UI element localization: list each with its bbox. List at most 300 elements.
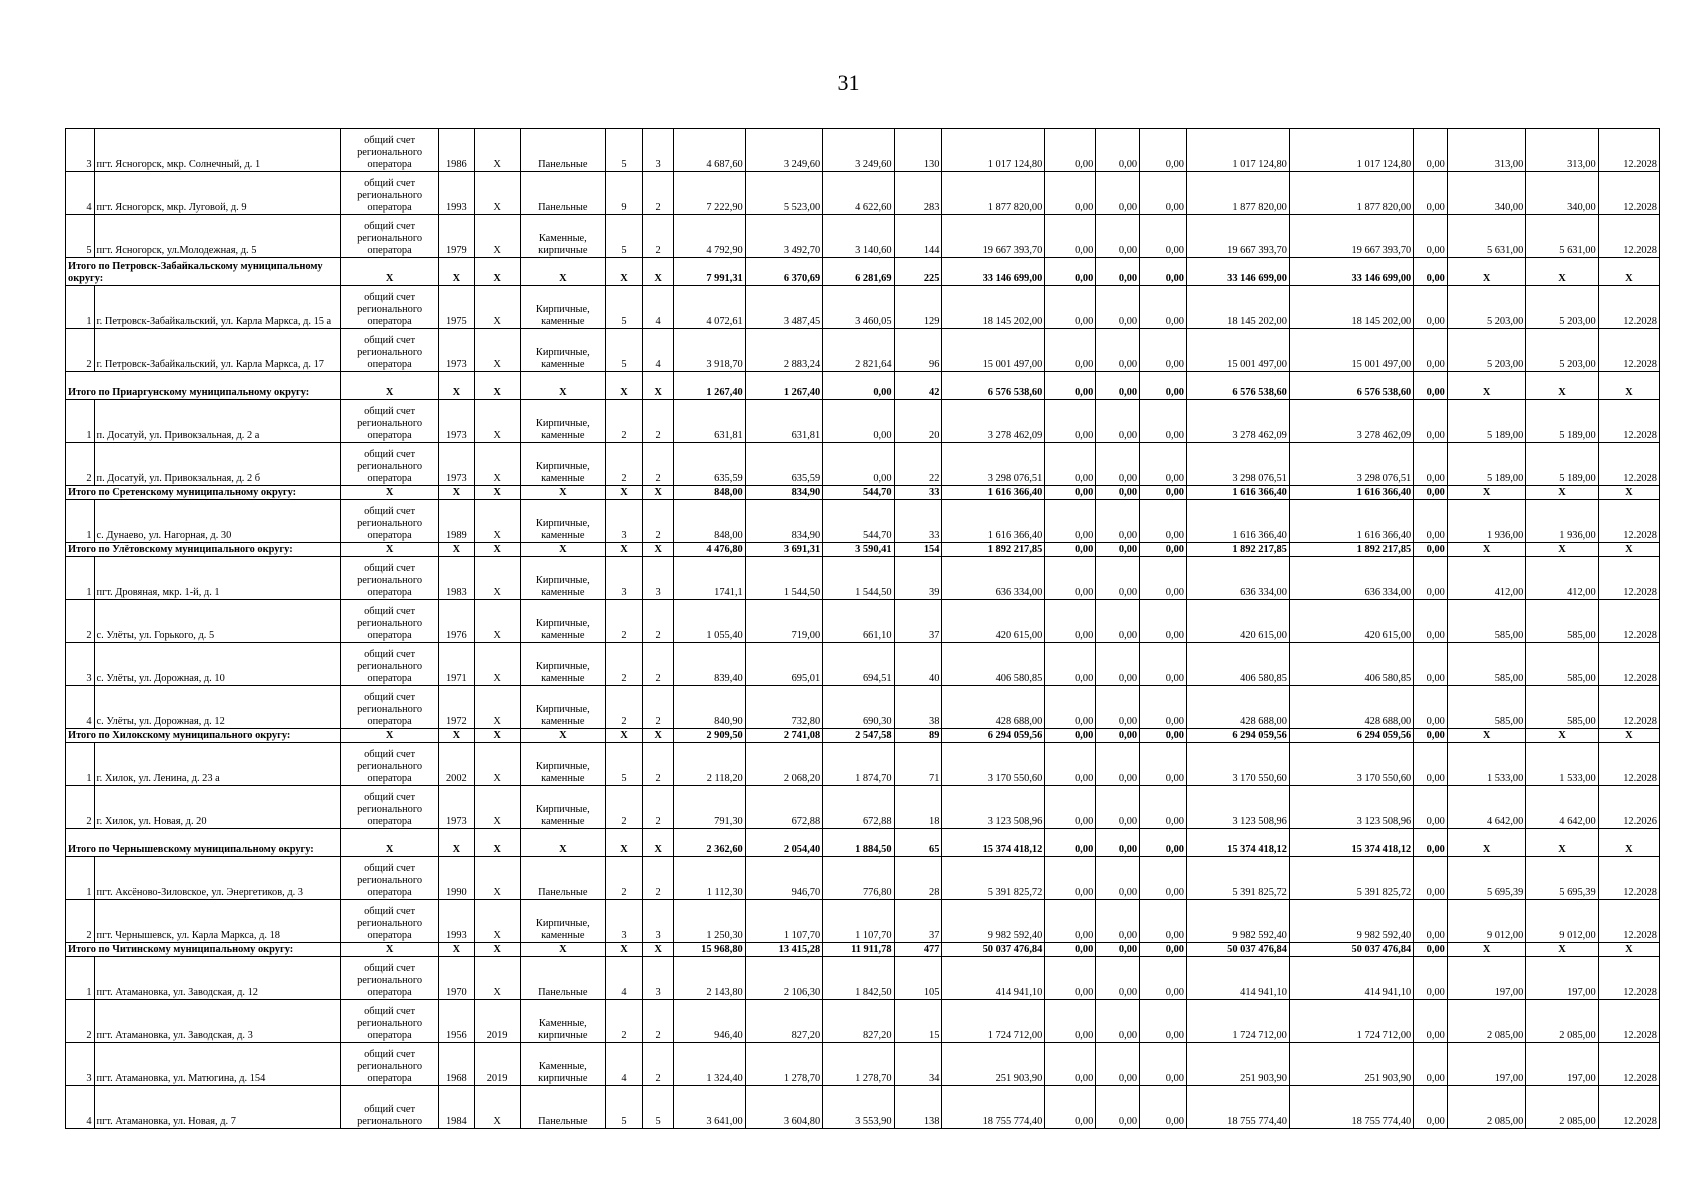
table-cell: 0,00 — [1045, 686, 1096, 729]
table-cell: г. Петровск-Забайкальский, ул. Карла Маркса, д. 17 — [94, 329, 341, 372]
table-cell: 9 982 592,40 — [1186, 900, 1289, 943]
table-cell: X — [341, 486, 439, 500]
table-cell: 636 334,00 — [1186, 557, 1289, 600]
subtotal-row — [66, 258, 1660, 286]
table-cell: 37 — [894, 600, 942, 643]
table-cell: 0,00 — [823, 372, 894, 400]
subtotal-row — [66, 372, 1660, 400]
table-cell: 0,00 — [1414, 400, 1448, 443]
table-cell: X — [1598, 258, 1659, 286]
table-cell: Каменные, кирпичные — [520, 1000, 606, 1043]
table-cell: 2 — [66, 600, 95, 643]
table-cell: 1 278,70 — [745, 1043, 822, 1086]
table-cell: 406 580,85 — [942, 643, 1045, 686]
table-cell: X — [520, 829, 606, 857]
table-cell: 690,30 — [823, 686, 894, 729]
table-cell: 1 724 712,00 — [1186, 1000, 1289, 1043]
table-cell: 1 055,40 — [674, 600, 745, 643]
table-cell: 5 189,00 — [1447, 400, 1525, 443]
table-cell: 544,70 — [823, 486, 894, 500]
table-cell: Панельные — [520, 129, 606, 172]
table-cell: 0,00 — [1140, 1043, 1187, 1086]
table-cell: 3 — [66, 1043, 95, 1086]
table-cell: 414 941,10 — [942, 957, 1045, 1000]
table-cell: 1 324,40 — [674, 1043, 745, 1086]
table-cell: Кирпичные, каменные — [520, 743, 606, 786]
table-cell: пгт. Аксёново-Зиловское, ул. Энергетиков, д. 3 — [94, 857, 341, 900]
table-cell: 1 107,70 — [823, 900, 894, 943]
table-cell: 0,00 — [1096, 1043, 1140, 1086]
table-cell: 1 017 124,80 — [1186, 129, 1289, 172]
table-cell: 1976 — [439, 600, 475, 643]
table-cell: 1983 — [439, 557, 475, 600]
table-cell: 15 374 418,12 — [1186, 829, 1289, 857]
table-cell: 732,80 — [745, 686, 822, 729]
table-cell: 1 — [66, 857, 95, 900]
table-cell: 5 — [66, 215, 95, 258]
table-cell: 406 580,85 — [1289, 643, 1413, 686]
subtotal-row — [66, 543, 1660, 557]
table-cell: 2 — [606, 686, 643, 729]
table-cell: 4 — [66, 1086, 95, 1129]
table-cell: 15 — [894, 1000, 942, 1043]
table-cell: 3 590,41 — [823, 543, 894, 557]
table-cell: Кирпичные, каменные — [520, 443, 606, 486]
table-cell: X — [1526, 543, 1598, 557]
table-cell: 197,00 — [1447, 957, 1525, 1000]
table-cell: 946,70 — [745, 857, 822, 900]
table-cell: X — [341, 829, 439, 857]
table-cell: 0,00 — [1414, 900, 1448, 943]
table-cell: 1968 — [439, 1043, 475, 1086]
table-cell: 71 — [894, 743, 942, 786]
table-cell: 15 001 497,00 — [1186, 329, 1289, 372]
table-cell: 0,00 — [1096, 286, 1140, 329]
table-cell: 3 641,00 — [674, 1086, 745, 1129]
table-cell: 0,00 — [1140, 215, 1187, 258]
table-cell: 1 616 366,40 — [1186, 500, 1289, 543]
table-cell: 0,00 — [1140, 486, 1187, 500]
subtotal-label: Итого по Сретенскому муниципальному округу: — [66, 486, 341, 500]
table-cell: 2 — [606, 643, 643, 686]
table-cell: X — [1526, 258, 1598, 286]
table-cell: 2019 — [474, 1000, 520, 1043]
table-cell: 50 037 476,84 — [1186, 943, 1289, 957]
table-cell: 1971 — [439, 643, 475, 686]
table-cell: X — [1526, 372, 1598, 400]
table-cell: X — [341, 372, 439, 400]
table-cell: 2 — [642, 443, 674, 486]
table-cell: 0,00 — [1140, 600, 1187, 643]
table-cell: 477 — [894, 943, 942, 957]
table-cell: 2 — [642, 786, 674, 829]
table-cell: 4 — [66, 686, 95, 729]
table-cell: 2 — [642, 600, 674, 643]
table-cell: 33 — [894, 486, 942, 500]
table-cell: 3 123 508,96 — [1186, 786, 1289, 829]
table-cell: X — [439, 943, 475, 957]
table-cell: 3 691,31 — [745, 543, 822, 557]
table-cell: 2 — [642, 686, 674, 729]
table-cell: 0,00 — [1096, 643, 1140, 686]
table-row — [66, 215, 1660, 258]
table-cell: X — [520, 729, 606, 743]
table-cell: Панельные — [520, 1086, 606, 1129]
table-cell: 2 — [642, 1000, 674, 1043]
table-cell: 1 017 124,80 — [1289, 129, 1413, 172]
table-cell: 251 903,90 — [942, 1043, 1045, 1086]
table-cell: X — [520, 372, 606, 400]
table-cell: X — [1447, 258, 1525, 286]
table-cell: Кирпичные, каменные — [520, 400, 606, 443]
table-cell: 22 — [894, 443, 942, 486]
table-cell: Кирпичные, каменные — [520, 557, 606, 600]
table-cell: 3 — [66, 643, 95, 686]
table-cell: 18 145 202,00 — [942, 286, 1045, 329]
table-cell: 0,00 — [1096, 400, 1140, 443]
table-cell: 0,00 — [1414, 1043, 1448, 1086]
table-cell: 0,00 — [1096, 729, 1140, 743]
table-cell: 3 278 462,09 — [942, 400, 1045, 443]
table-cell: 2 118,20 — [674, 743, 745, 786]
table-cell: 33 146 699,00 — [942, 258, 1045, 286]
table-cell: X — [341, 258, 439, 286]
table-cell: 0,00 — [1045, 129, 1096, 172]
table-cell: 5 189,00 — [1526, 400, 1598, 443]
table-cell: 414 941,10 — [1289, 957, 1413, 1000]
table-cell: 0,00 — [1045, 286, 1096, 329]
table-cell: 96 — [894, 329, 942, 372]
table-cell: 0,00 — [1096, 172, 1140, 215]
table-cell: 5 — [606, 743, 643, 786]
table-cell: X — [1598, 729, 1659, 743]
table-cell: 3 492,70 — [745, 215, 822, 258]
table-cell: 2 741,08 — [745, 729, 822, 743]
table-cell: 105 — [894, 957, 942, 1000]
table-cell: X — [474, 857, 520, 900]
table-cell: 1 544,50 — [823, 557, 894, 600]
table-cell: 3 553,90 — [823, 1086, 894, 1129]
table-cell: X — [520, 943, 606, 957]
table-cell: 1 874,70 — [823, 743, 894, 786]
table-cell: 0,00 — [1045, 372, 1096, 400]
table-cell: X — [474, 743, 520, 786]
table-cell: 1986 — [439, 129, 475, 172]
table-cell: 834,90 — [745, 500, 822, 543]
table-cell: 5 203,00 — [1526, 286, 1598, 329]
table-cell: 1979 — [439, 215, 475, 258]
table-cell: 1973 — [439, 443, 475, 486]
table-row — [66, 1000, 1660, 1043]
table-cell: 1 616 366,40 — [942, 486, 1045, 500]
table-row — [66, 400, 1660, 443]
table-cell: 776,80 — [823, 857, 894, 900]
table-cell: 0,00 — [1096, 957, 1140, 1000]
table-cell: с. Дунаево, ул. Нагорная, д. 30 — [94, 500, 341, 543]
table-cell: X — [1526, 829, 1598, 857]
table-row — [66, 1086, 1660, 1129]
table-cell: 0,00 — [1096, 600, 1140, 643]
table-cell: X — [1598, 829, 1659, 857]
table-cell: X — [1598, 943, 1659, 957]
table-cell: 9 982 592,40 — [942, 900, 1045, 943]
table-cell: 9 — [606, 172, 643, 215]
table-cell: 2 — [606, 443, 643, 486]
subtotal-label: Итого по Улётовскому муниципального округу: — [66, 543, 341, 557]
table-cell: 2 547,58 — [823, 729, 894, 743]
table-cell: общий счет регионального оператора — [341, 957, 439, 1000]
table-cell: 0,00 — [1140, 1086, 1187, 1129]
table-cell: 2 — [606, 400, 643, 443]
table-cell: 2 085,00 — [1447, 1086, 1525, 1129]
table-cell: 2019 — [474, 1043, 520, 1086]
table-cell: 0,00 — [1096, 329, 1140, 372]
register-table-body — [66, 129, 1660, 1129]
table-cell: 1 267,40 — [745, 372, 822, 400]
table-cell: 0,00 — [1414, 372, 1448, 400]
table-cell: 39 — [894, 557, 942, 600]
table-cell: 12.2028 — [1598, 643, 1659, 686]
table-cell: 5 695,39 — [1526, 857, 1598, 900]
table-cell: 197,00 — [1526, 1043, 1598, 1086]
table-cell: 3 170 550,60 — [1289, 743, 1413, 786]
table-cell: 12.2028 — [1598, 957, 1659, 1000]
table-cell: 4 — [606, 1043, 643, 1086]
table-cell: с. Улёты, ул. Горького, д. 5 — [94, 600, 341, 643]
table-cell: X — [439, 486, 475, 500]
table-cell: 6 294 059,56 — [1289, 729, 1413, 743]
table-cell: 1 267,40 — [674, 372, 745, 400]
table-row — [66, 686, 1660, 729]
table-cell: 4 072,61 — [674, 286, 745, 329]
table-cell: 0,00 — [1414, 729, 1448, 743]
table-cell: 4 642,00 — [1447, 786, 1525, 829]
table-cell: 3 — [606, 500, 643, 543]
table-cell: общий счет регионального оператора — [341, 1000, 439, 1043]
table-cell: общий счет регионального оператора — [341, 443, 439, 486]
table-cell: X — [642, 372, 674, 400]
table-cell: с. Улёты, ул. Дорожная, д. 10 — [94, 643, 341, 686]
table-cell: 420 615,00 — [942, 600, 1045, 643]
table-cell: 18 145 202,00 — [1289, 286, 1413, 329]
table-cell: 585,00 — [1526, 686, 1598, 729]
table-row — [66, 500, 1660, 543]
table-cell: 2 — [642, 400, 674, 443]
table-cell: 1 892 217,85 — [1186, 543, 1289, 557]
table-row — [66, 329, 1660, 372]
table-cell: 1 250,30 — [674, 900, 745, 943]
table-cell: 5 — [606, 215, 643, 258]
table-cell: X — [606, 372, 643, 400]
table-cell: X — [642, 543, 674, 557]
table-cell: общий счет регионального — [341, 1086, 439, 1129]
table-cell: 0,00 — [1045, 1043, 1096, 1086]
table-cell: 0,00 — [1096, 543, 1140, 557]
table-cell: 1973 — [439, 400, 475, 443]
table-cell: 2 054,40 — [745, 829, 822, 857]
table-cell: 197,00 — [1447, 1043, 1525, 1086]
table-cell: 631,81 — [745, 400, 822, 443]
table-cell: Панельные — [520, 172, 606, 215]
table-cell: 0,00 — [1140, 857, 1187, 900]
table-cell: 0,00 — [1414, 329, 1448, 372]
table-cell: общий счет регионального оператора — [341, 686, 439, 729]
table-cell: X — [474, 443, 520, 486]
table-cell: 0,00 — [1045, 1000, 1096, 1043]
table-cell: 251 903,90 — [1186, 1043, 1289, 1086]
table-cell: 18 755 774,40 — [1289, 1086, 1413, 1129]
table-cell: X — [439, 729, 475, 743]
table-cell: 1 616 366,40 — [942, 500, 1045, 543]
table-cell: 3 140,60 — [823, 215, 894, 258]
table-cell: 839,40 — [674, 643, 745, 686]
table-cell: X — [1447, 829, 1525, 857]
table-cell: 2 821,64 — [823, 329, 894, 372]
table-cell: Панельные — [520, 957, 606, 1000]
table-cell: 6 576 538,60 — [942, 372, 1045, 400]
table-cell: X — [474, 957, 520, 1000]
table-cell: X — [474, 686, 520, 729]
table-cell: 129 — [894, 286, 942, 329]
table-cell: 12.2026 — [1598, 786, 1659, 829]
table-cell: 0,00 — [1140, 443, 1187, 486]
table-cell: 15 968,80 — [674, 943, 745, 957]
table-cell: 9 012,00 — [1447, 900, 1525, 943]
table-cell: 420 615,00 — [1186, 600, 1289, 643]
table-cell: 1 — [66, 557, 95, 600]
table-cell: п. Досатуй, ул. Привокзальная, д. 2 б — [94, 443, 341, 486]
table-cell: 0,00 — [1414, 215, 1448, 258]
table-cell: 0,00 — [1096, 215, 1140, 258]
table-cell: общий счет регионального оператора — [341, 215, 439, 258]
table-cell: 848,00 — [674, 500, 745, 543]
table-cell: 3 298 076,51 — [942, 443, 1045, 486]
table-cell: 1 877 820,00 — [942, 172, 1045, 215]
table-cell: 0,00 — [1414, 500, 1448, 543]
table-cell: X — [474, 400, 520, 443]
table-cell: 3 460,05 — [823, 286, 894, 329]
table-cell: 5 189,00 — [1447, 443, 1525, 486]
table-cell: 38 — [894, 686, 942, 729]
table-cell: 3 123 508,96 — [1289, 786, 1413, 829]
table-cell: 412,00 — [1447, 557, 1525, 600]
table-cell: 2 — [606, 857, 643, 900]
table-cell: 3 487,45 — [745, 286, 822, 329]
table-cell: 5 203,00 — [1526, 329, 1598, 372]
table-cell: 12.2028 — [1598, 686, 1659, 729]
table-cell: 18 — [894, 786, 942, 829]
table-cell: 1 616 366,40 — [1186, 486, 1289, 500]
table-cell: X — [474, 943, 520, 957]
subtotal-row — [66, 943, 1660, 957]
table-cell: 0,00 — [1140, 400, 1187, 443]
table-cell: 2 — [642, 743, 674, 786]
table-cell: общий счет регионального оператора — [341, 557, 439, 600]
table-cell: X — [606, 486, 643, 500]
table-cell: 0,00 — [1414, 1000, 1448, 1043]
table-cell: 0,00 — [1140, 729, 1187, 743]
table-cell: 0,00 — [1140, 543, 1187, 557]
table-cell: 12.2028 — [1598, 1086, 1659, 1129]
table-cell: 2 — [642, 500, 674, 543]
table-cell: 0,00 — [1414, 486, 1448, 500]
table-cell: 0,00 — [1140, 957, 1187, 1000]
table-cell: 0,00 — [1045, 215, 1096, 258]
table-cell: г. Петровск-Забайкальский, ул. Карла Маркса, д. 15 а — [94, 286, 341, 329]
table-cell: X — [606, 543, 643, 557]
table-cell: 0,00 — [1045, 172, 1096, 215]
table-cell: 0,00 — [1045, 500, 1096, 543]
table-cell: 719,00 — [745, 600, 822, 643]
table-cell: 0,00 — [1414, 172, 1448, 215]
table-cell: X — [474, 786, 520, 829]
table-cell: 19 667 393,70 — [1289, 215, 1413, 258]
table-cell: 1 533,00 — [1526, 743, 1598, 786]
table-cell: 636 334,00 — [942, 557, 1045, 600]
table-cell: 2 085,00 — [1526, 1000, 1598, 1043]
table-cell: 3 170 550,60 — [1186, 743, 1289, 786]
table-cell: 313,00 — [1526, 129, 1598, 172]
table-cell: X — [474, 900, 520, 943]
table-cell: 12.2028 — [1598, 743, 1659, 786]
subtotal-row — [66, 729, 1660, 743]
table-cell: Каменные, кирпичные — [520, 215, 606, 258]
table-cell: X — [474, 258, 520, 286]
table-cell: 138 — [894, 1086, 942, 1129]
table-cell: 1990 — [439, 857, 475, 900]
table-cell: 585,00 — [1447, 643, 1525, 686]
table-cell: 65 — [894, 829, 942, 857]
table-cell: 4 687,60 — [674, 129, 745, 172]
table-cell: 12.2028 — [1598, 443, 1659, 486]
table-cell: X — [1526, 729, 1598, 743]
table-cell: 695,01 — [745, 643, 822, 686]
table-cell: 3 123 508,96 — [942, 786, 1045, 829]
table-cell: 0,00 — [1140, 258, 1187, 286]
table-cell: 2 068,20 — [745, 743, 822, 786]
table-row — [66, 286, 1660, 329]
table-cell: 0,00 — [1045, 600, 1096, 643]
table-cell: 5 — [606, 286, 643, 329]
table-cell: 28 — [894, 857, 942, 900]
table-cell: 18 145 202,00 — [1186, 286, 1289, 329]
table-cell: 0,00 — [1096, 500, 1140, 543]
table-cell: 0,00 — [1414, 543, 1448, 557]
table-cell: 0,00 — [1140, 1000, 1187, 1043]
table-cell: 33 — [894, 500, 942, 543]
table-cell: 0,00 — [823, 400, 894, 443]
table-cell: 5 391 825,72 — [1186, 857, 1289, 900]
table-cell: 4 — [606, 957, 643, 1000]
table-cell: 3 — [606, 557, 643, 600]
table-cell: 4 — [642, 286, 674, 329]
table-cell: X — [1526, 943, 1598, 957]
table-cell: X — [1526, 486, 1598, 500]
table-row — [66, 557, 1660, 600]
table-cell: X — [606, 258, 643, 286]
table-cell: 0,00 — [1096, 258, 1140, 286]
table-cell: 0,00 — [1096, 743, 1140, 786]
table-cell: 2 — [642, 1043, 674, 1086]
table-cell: 2 — [606, 600, 643, 643]
table-cell: Панельные — [520, 857, 606, 900]
table-cell: 635,59 — [674, 443, 745, 486]
table-cell: 661,10 — [823, 600, 894, 643]
table-cell: 5 203,00 — [1447, 329, 1525, 372]
table-cell: 1 892 217,85 — [1289, 543, 1413, 557]
table-cell: X — [439, 543, 475, 557]
table-cell: X — [474, 1086, 520, 1129]
